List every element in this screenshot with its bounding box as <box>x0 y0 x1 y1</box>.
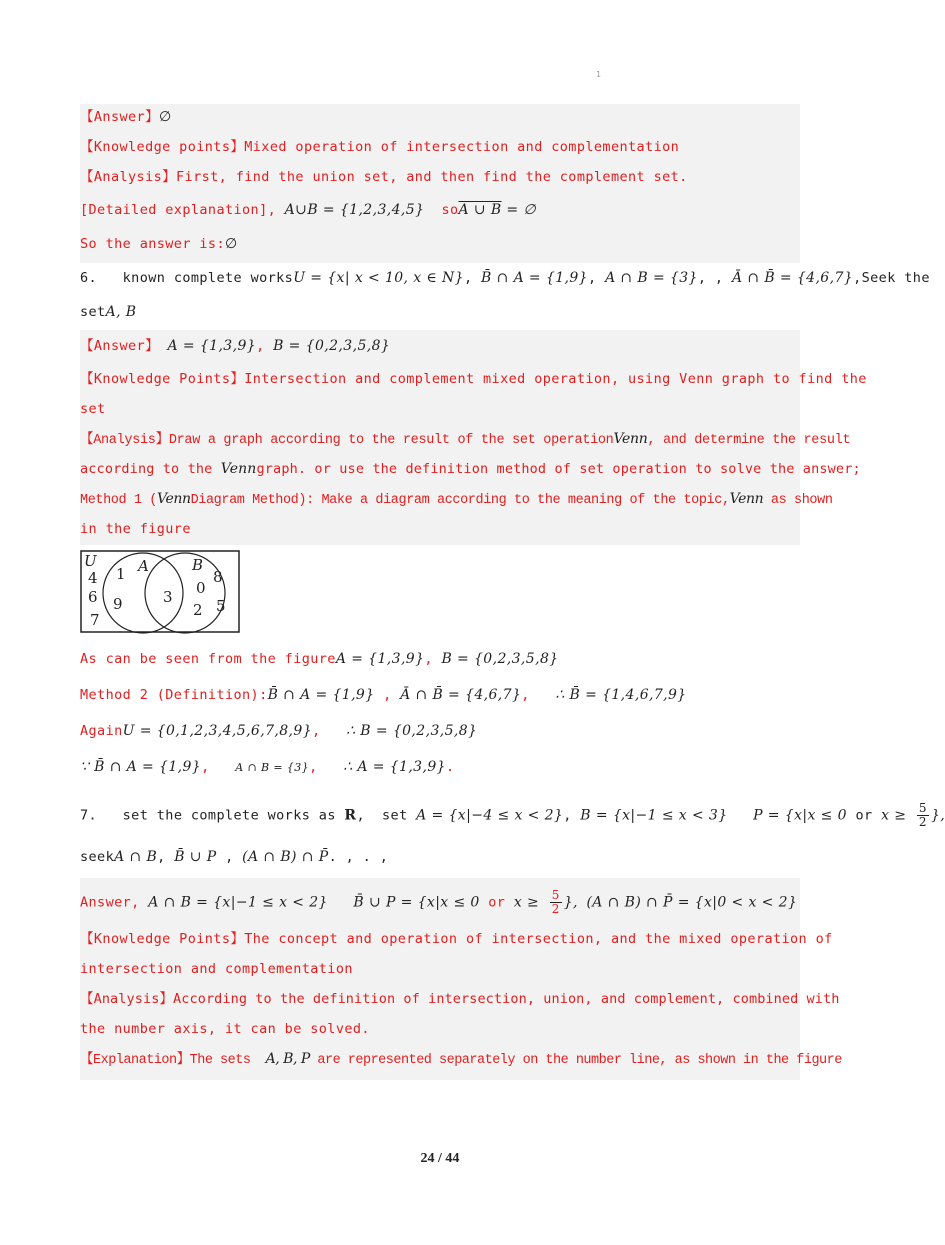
explanation-text: The sets <box>189 1053 251 1068</box>
analysis-text-cont: , and determine the result <box>647 433 851 448</box>
question-text-2: set <box>80 304 106 320</box>
detail-expr-result: = ∅ <box>506 202 536 218</box>
q6-analysis-line4 <box>80 520 802 538</box>
answer-set-a: A = {1,3,9} <box>167 338 257 354</box>
knowledge-text: The concept and operation of intersection, and the mixed operation of <box>244 931 833 947</box>
q7-analysis-line2 <box>80 1020 802 1038</box>
because-expr-1: ∵ B̄ ∩ A = {1,9} <box>80 759 202 775</box>
label-b: B <box>192 556 204 574</box>
knowledge-text: Intersection and complement mixed operation, using Venn graph to find the <box>244 371 867 387</box>
method-1-text: Method 1 ( <box>80 493 158 508</box>
q5-detail-line <box>80 201 802 219</box>
detail-so: so <box>441 202 459 218</box>
again-expr-2: ∴ B = {0,2,3,5,8} <box>346 723 478 739</box>
q6-again-line: AgainU = {0,1,2,3,4,5,6,7,8,9}, ∴ B = {0,2,3,5,8} <box>80 723 478 739</box>
again-text: Again <box>80 723 123 739</box>
method-2-text: Method 2 (Definition): <box>80 687 268 703</box>
answer-expr-2a: B̄ ∪ P = {x|x ≤ 0 <box>353 894 480 911</box>
seek-expr-2: B̄ ∪ P <box>174 849 217 865</box>
knowledge-text: Mixed operation of intersection and complementation <box>244 139 680 155</box>
question-number: 6. <box>80 270 98 286</box>
q5-conclusion-line <box>80 235 802 253</box>
q5-analysis-line <box>80 168 802 186</box>
detail-expr-union: A∪B = {1,2,3,4,5} <box>284 202 425 218</box>
q6-analysis-line3 <box>80 490 833 510</box>
answer-expr-2-end: }, <box>563 894 578 911</box>
question-text: known complete works <box>122 270 294 286</box>
analysis-label: 【Analysis】 <box>80 433 169 448</box>
method-2-expr-3: ∴ B̄ = {1,4,6,7,9} <box>555 687 687 703</box>
knowledge-label: 【Knowledge points】 <box>80 139 245 155</box>
q7-question-line2: seekA ∩ B, B̄ ∪ P , (A ∩ B) ∩ P̄. , . , <box>80 849 389 865</box>
page-mark: 1 <box>596 70 602 79</box>
set-a: A = {x|−4 ≤ x < 2} <box>416 807 564 824</box>
question-seek: ,Seek the <box>853 270 930 286</box>
venn-word: Venn <box>729 491 764 507</box>
b-only-element: 2 <box>193 601 203 619</box>
or-word: or <box>855 807 873 824</box>
analysis-label: 【Analysis】 <box>80 991 174 1007</box>
condition-2: A ∩ B = {3} <box>605 270 698 286</box>
seek-expr-1: A ∩ B <box>114 849 158 865</box>
explanation-text-2: are represented separately on the number line, as shown in the figure <box>317 1053 842 1068</box>
knowledge-text-2: set <box>80 401 106 417</box>
knowledge-label: 【Knowledge Points】 <box>80 371 245 387</box>
q6-analysis-line1 <box>80 430 851 450</box>
answer-value: ∅ <box>158 109 172 125</box>
because-expr-2: A ∩ B = {3} <box>235 761 310 774</box>
question-number: 7. <box>80 807 98 824</box>
q6-because-line: ∵ B̄ ∩ A = {1,9}, A ∩ B = {3}, ∴ A = {1,3,9}. <box>80 759 455 775</box>
method-2-expr-2: Ā ∩ B̄ = {4,6,7} <box>400 687 522 703</box>
q6-knowledge-line1 <box>80 370 867 388</box>
seek-expr-3: (A ∩ B) ∩ P̄ <box>242 849 329 865</box>
analysis-text: First, find the union set, and then find the complement set. <box>176 169 688 185</box>
or-word: or <box>488 894 506 911</box>
explanation-sets: A, B, P <box>265 1051 310 1067</box>
q7-answer-line <box>80 889 802 916</box>
condition-1: B̄ ∩ A = {1,9} <box>481 270 588 286</box>
analysis-text-2a: according to the <box>80 461 213 477</box>
knowledge-text-2: intersection and complementation <box>80 961 353 977</box>
seen-set-b: B = {0,2,3,5,8} <box>441 651 559 667</box>
condition-3: Ā ∩ B̄ = {4,6,7} <box>731 270 854 286</box>
answer-label: Answer, <box>80 894 140 911</box>
analysis-text: Draw a graph according to the result of the set operation <box>168 433 614 448</box>
method-1-end: as shown <box>770 493 833 508</box>
answer-expr-3: (A ∩ B) ∩ P̄ = {x|0 < x < 2} <box>586 894 798 911</box>
fraction <box>917 802 929 829</box>
q6-analysis-line2 <box>80 460 861 478</box>
a-only-element: 9 <box>113 595 123 613</box>
again-expr-1: U = {0,1,2,3,4,5,6,7,8,9} <box>122 723 313 739</box>
conclusion-text: So the answer is: <box>80 236 225 252</box>
q6-method2-line: Method 2 (Definition):B̄ ∩ A = {1,9} , Ā ∩ B̄ = {4,6,7}, ∴ B̄ = {1,4,6,7,9} <box>80 687 687 703</box>
analysis-label: 【Analysis】 <box>80 169 177 185</box>
q6-answer-line: 【Answer】 A = {1,3,9}, B = {0,2,3,5,8} <box>80 338 391 354</box>
answer-expr-1: A ∩ B = {x|−1 ≤ x < 2} <box>148 894 328 911</box>
question-text-set: set <box>382 807 408 824</box>
answer-expr-2b: x ≥ <box>513 894 540 911</box>
a-only-element: 1 <box>116 565 126 583</box>
q7-knowledge-line1 <box>80 930 833 948</box>
q7-explanation-line <box>80 1050 842 1070</box>
fraction-denominator: 2 <box>918 815 927 829</box>
seek-tail: . , . , <box>328 849 389 865</box>
outside-element: 6 <box>88 588 98 606</box>
explanation-label: 【Explanation】 <box>80 1053 190 1068</box>
q6-knowledge-line2 <box>80 400 802 418</box>
seen-set-a: A = {1,3,9} <box>335 651 425 667</box>
detail-label: [Detailed explanation], <box>80 202 277 218</box>
venn-word: Venn <box>220 461 257 477</box>
complement-of-union: A ∪ B = ∅ <box>458 202 536 218</box>
venn-word: Venn <box>157 491 191 507</box>
venn-word: Venn <box>613 431 648 447</box>
q7-question-line1: 7. set the complete works as R, set A = {x|−4 ≤ x < 2}, B = {x|−1 ≤ x < 3} P = {x|x ≤ 0 or x ≥ $\frac{5}{2}$ }, <box>80 801 945 829</box>
q5-knowledge-line <box>80 138 802 156</box>
method-2-expr-1: B̄ ∩ A = {1,9} <box>267 687 375 703</box>
venn-diagram <box>80 550 242 634</box>
because-expr-3: ∴ A = {1,3,9} <box>343 759 446 775</box>
question-text: set the complete works as <box>122 807 336 824</box>
answer-label: 【Answer】 <box>80 109 159 125</box>
fraction-numerator: 5 <box>918 801 927 815</box>
set-p-mid: x ≥ <box>881 807 907 824</box>
q6-question-line2 <box>80 303 802 321</box>
sets-ab: A, B <box>105 304 137 320</box>
method-1-desc: Diagram Method): Make a diagram according to the meaning of the topic, <box>190 493 730 508</box>
set-b: B = {x|−1 ≤ x < 3} <box>580 807 728 824</box>
fraction-denominator: 2 <box>551 902 560 916</box>
seen-text: As can be seen from the figure <box>80 651 336 667</box>
seek-text: seek <box>80 849 115 865</box>
universal-set: U = {x| x < 10, x ∈ N} <box>293 270 464 286</box>
analysis-text-4: in the figure <box>80 521 191 537</box>
b-only-element: 0 <box>196 579 206 597</box>
q7-analysis-line1 <box>80 990 840 1008</box>
answer-label: 【Answer】 <box>80 338 159 354</box>
conclusion-value: ∅ <box>224 236 238 252</box>
analysis-text: According to the definition of intersection, union, and complement, combined with <box>173 991 840 1007</box>
separator: , , <box>697 270 724 286</box>
set-p-end: }, <box>930 807 945 824</box>
set-p-left: P = {x|x ≤ 0 <box>753 807 847 824</box>
outside-element: 7 <box>90 611 100 629</box>
q6-seen-line: As can be seen from the figureA = {1,3,9}, B = {0,2,3,5,8} <box>80 651 559 667</box>
outside-element: 4 <box>88 569 98 587</box>
real-set-symbol: R <box>344 807 357 824</box>
analysis-text-2: the number axis, it can be solved. <box>80 1021 370 1037</box>
knowledge-label: 【Knowledge Points】 <box>80 931 245 947</box>
b-only-element: 8 <box>213 568 223 586</box>
page-number: 24 / 44 <box>420 1151 460 1166</box>
analysis-text-2b: graph. or use the definition method of set operation to solve the answer; <box>256 461 861 477</box>
fraction <box>550 889 562 916</box>
label-a: A <box>138 557 149 575</box>
fraction-numerator: 5 <box>551 888 560 902</box>
label-u: U <box>84 552 97 570</box>
b-only-element: 5 <box>216 597 226 615</box>
q7-knowledge-line2 <box>80 960 802 978</box>
q6-question-line1: 6. known complete worksU = {x| x < 10, x ∈ N}, B̄ ∩ A = {1,9}, A ∩ B = {3}, , Ā ∩ B̄ = {4,6,7},Seek the <box>80 270 930 286</box>
q5-answer-line <box>80 108 802 126</box>
answer-set-b: B = {0,2,3,5,8} <box>273 338 391 354</box>
intersection-element: 3 <box>163 588 173 606</box>
